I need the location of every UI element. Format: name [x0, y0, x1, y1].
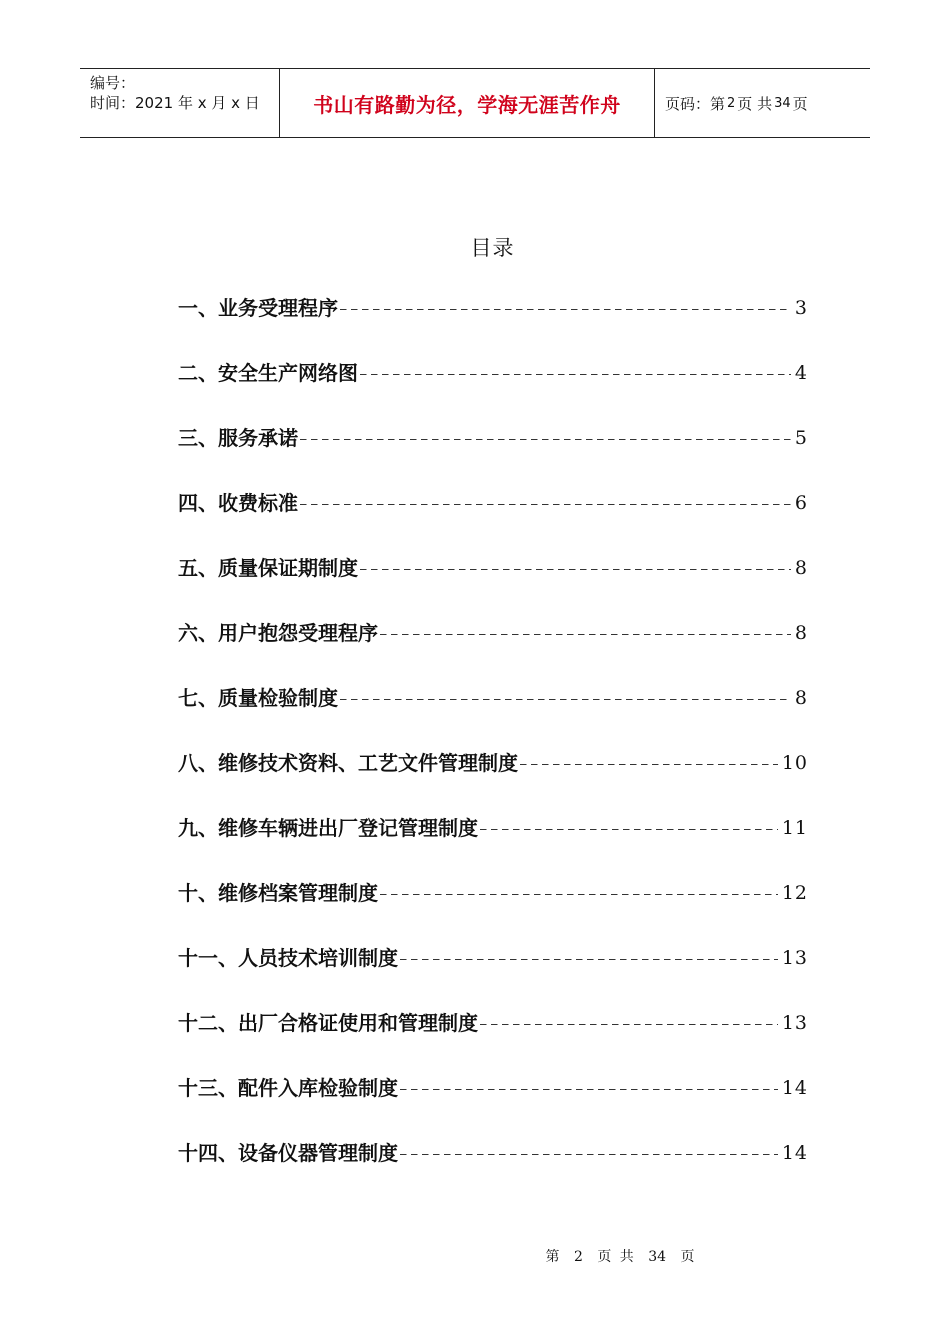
toc-leader	[480, 1024, 778, 1025]
header-page-end: 页	[792, 94, 808, 113]
toc-entry-title: 六、用户抱怨受理程序	[178, 621, 378, 645]
toc-entry[interactable]	[178, 617, 808, 682]
serial-label: 编号：	[90, 74, 136, 92]
toc-entry-title: 十三、配件入库检验制度	[178, 1076, 398, 1100]
toc-entry-page: 8	[794, 622, 808, 644]
footer-prefix: 第	[545, 1249, 560, 1265]
toc-entry-page: 14	[781, 1142, 808, 1164]
footer-suffix: 页	[680, 1249, 695, 1265]
page-header	[80, 68, 870, 138]
toc-entry-title: 十一、人员技术培训制度	[178, 946, 398, 970]
toc-entry-page: 5	[794, 427, 808, 449]
toc-entry[interactable]	[178, 552, 808, 617]
toc-entry[interactable]	[178, 812, 808, 877]
toc-entry[interactable]	[178, 422, 808, 487]
toc-entry-title: 七、质量检验制度	[178, 686, 338, 710]
toc-leader	[340, 699, 791, 700]
toc-leader	[400, 1154, 778, 1155]
toc-entry-page: 6	[794, 492, 808, 514]
toc-entry-page: 13	[781, 1012, 808, 1034]
toc-entry-title: 八、维修技术资料、工艺文件管理制度	[178, 751, 518, 775]
header-motto: 书山有路勤为径，学海无涯苦作舟	[280, 69, 655, 137]
toc-leader	[380, 894, 778, 895]
toc-leader	[520, 764, 778, 765]
footer-current-page: 2	[573, 1249, 583, 1265]
table-of-contents	[178, 292, 808, 1202]
header-page-mid: 页 共	[737, 94, 773, 113]
toc-entry[interactable]	[178, 292, 808, 357]
toc-entry-title: 二、安全生产网络图	[178, 361, 358, 385]
header-page-total: 34	[774, 95, 791, 111]
toc-entry-title: 三、服务承诺	[178, 426, 298, 450]
date-label: 时间：2021 年 x 月 x 日	[90, 94, 260, 112]
header-page-label: 页码：第	[665, 94, 726, 113]
toc-leader	[340, 309, 791, 310]
toc-leader	[300, 439, 791, 440]
toc-entry[interactable]	[178, 877, 808, 942]
toc-entry-title: 十二、出厂合格证使用和管理制度	[178, 1011, 478, 1035]
toc-entry-page: 10	[781, 752, 808, 774]
toc-entry-page: 8	[794, 557, 808, 579]
toc-entry[interactable]	[178, 487, 808, 552]
toc-entry[interactable]	[178, 1072, 808, 1137]
toc-leader	[360, 374, 791, 375]
toc-entry-title: 一、业务受理程序	[178, 296, 338, 320]
header-meta	[80, 69, 280, 137]
toc-entry-title: 四、收费标准	[178, 491, 298, 515]
toc-entry-page: 3	[794, 297, 808, 319]
toc-entry-title: 十四、设备仪器管理制度	[178, 1141, 398, 1165]
toc-leader	[360, 569, 791, 570]
toc-leader	[380, 634, 791, 635]
toc-entry[interactable]	[178, 357, 808, 422]
toc-entry-page: 14	[781, 1077, 808, 1099]
toc-leader	[480, 829, 778, 830]
header-page-info	[655, 69, 870, 137]
toc-entry[interactable]	[178, 682, 808, 747]
toc-entry-page: 4	[794, 362, 808, 384]
toc-entry-page: 8	[794, 687, 808, 709]
toc-entry[interactable]	[178, 1007, 808, 1072]
toc-entry[interactable]	[178, 942, 808, 1007]
toc-leader	[400, 1089, 778, 1090]
toc-entry[interactable]	[178, 1137, 808, 1202]
toc-entry-title: 五、质量保证期制度	[178, 556, 358, 580]
page-footer	[0, 1246, 950, 1266]
toc-entry-title: 十、维修档案管理制度	[178, 881, 378, 905]
toc-leader	[300, 504, 791, 505]
footer-middle: 页 共	[597, 1249, 634, 1265]
toc-entry-page: 11	[781, 817, 808, 839]
toc-entry-title: 九、维修车辆进出厂登记管理制度	[178, 816, 478, 840]
toc-title: 目录	[470, 236, 515, 260]
toc-entry-page: 12	[781, 882, 808, 904]
header-page-current: 2	[727, 95, 736, 111]
toc-leader	[400, 959, 778, 960]
toc-entry-page: 13	[781, 947, 808, 969]
toc-entry[interactable]	[178, 747, 808, 812]
footer-total-pages: 34	[648, 1249, 667, 1265]
